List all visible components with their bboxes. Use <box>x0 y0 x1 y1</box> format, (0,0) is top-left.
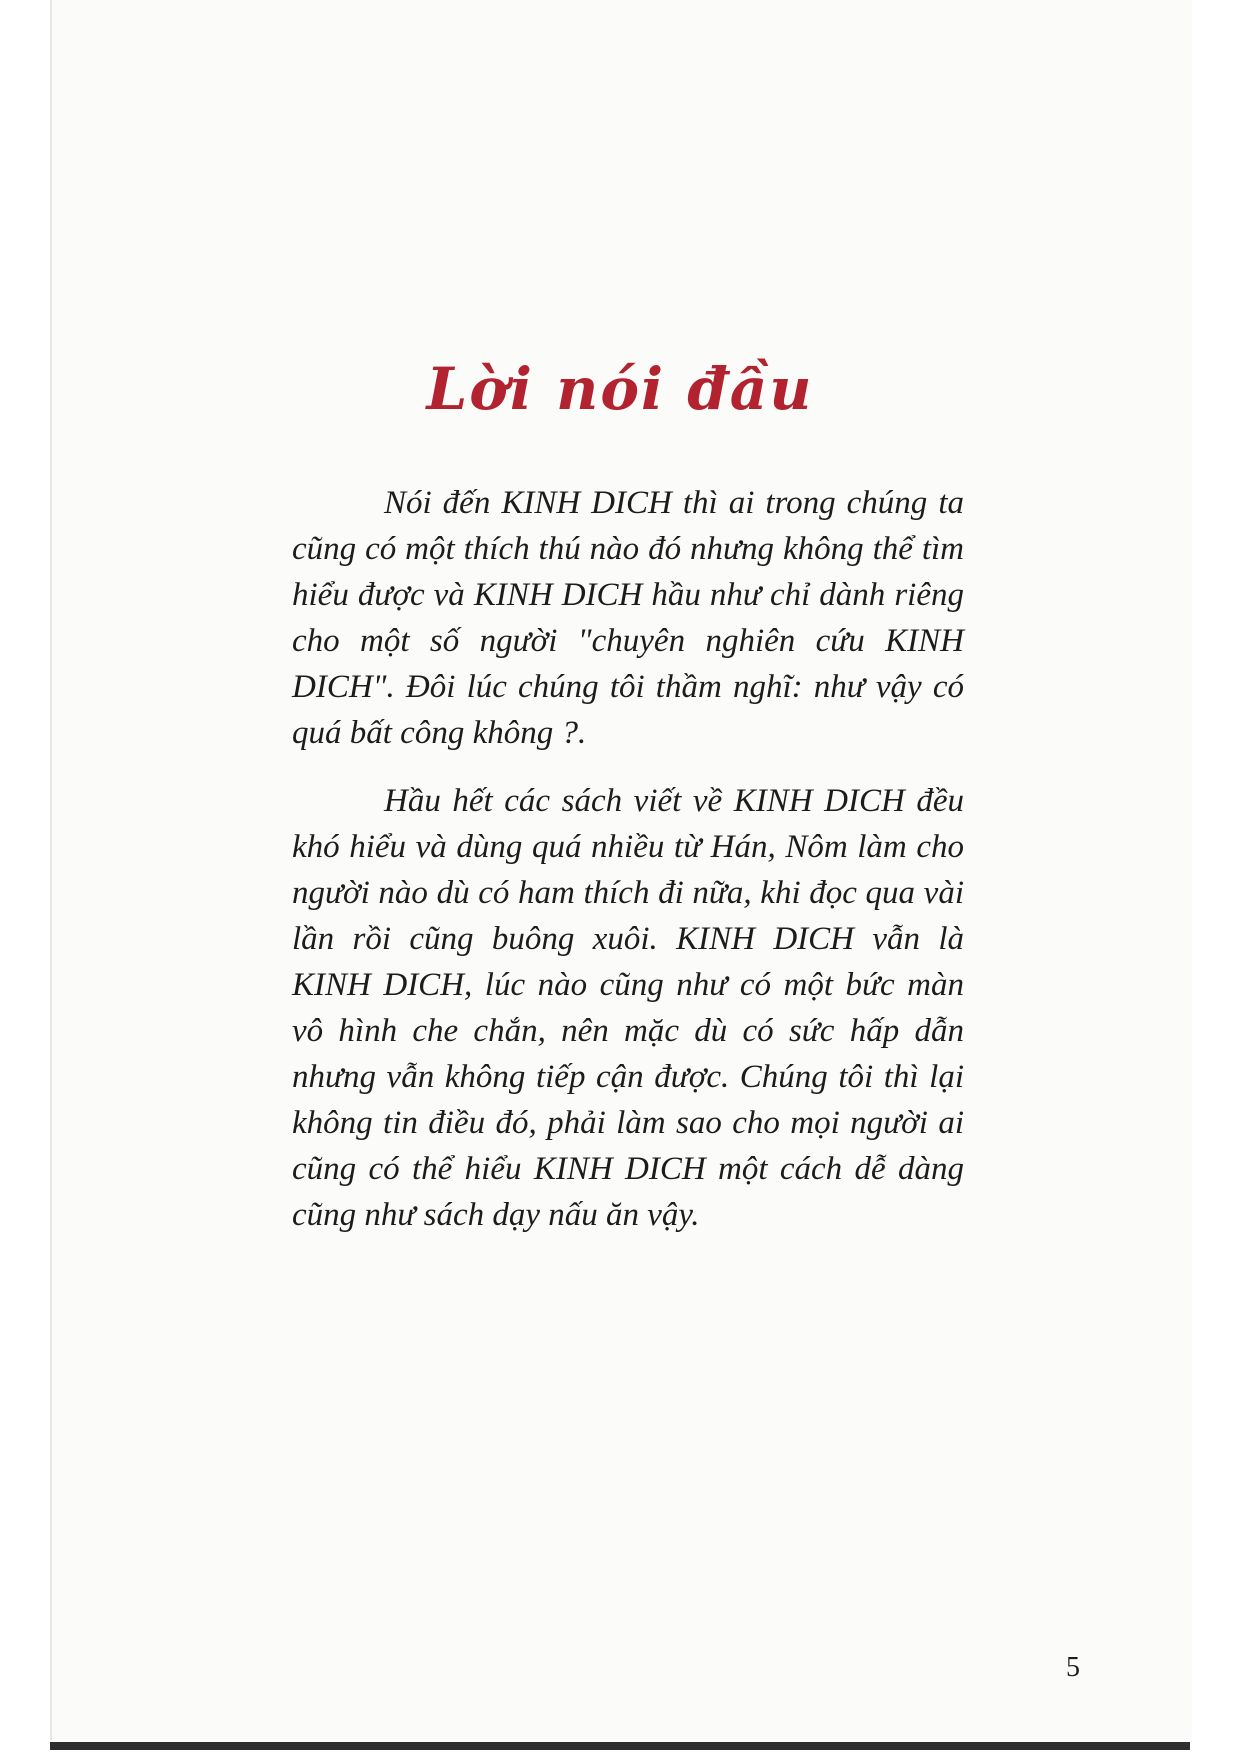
page-title: Lời nói đầu <box>426 355 814 423</box>
page-number: 5 <box>1066 1652 1080 1683</box>
paragraph-1: Nói đến KINH DICH thì ai trong chúng ta cũng có một thích thú nào đó nhưng không thể tìm hiểu được và KINH DICH hầu như chỉ dành riêng cho một số người "chuyên nghiên cứu KINH DICH". Đôi lúc chúng tôi thầm nghĩ: như vậy có quá bất công không ?. <box>292 485 964 751</box>
paragraph-2: Hầu hết các sách viết về KINH DICH đều khó hiểu và dùng quá nhiều từ Hán, Nôm làm cho người nào dù có ham thích đi nữa, khi đọc qua vài lần rồi cũng buông xuôi. KINH DICH vẫn là KINH DICH, lúc nào cũng như có một bức màn vô hình che chắn, nên mặc dù có sức hấp dẫn nhưng vẫn không tiếp cận được. Chúng tôi thì lại không tin điều đó, phải làm sao cho mọi người ai cũng có thể hiểu KINH DICH một cách dễ dàng cũng như sách dạy nấu ăn vậy. <box>292 783 964 1233</box>
page-bottom-edge <box>50 1742 1190 1750</box>
body-text <box>292 480 964 1260</box>
